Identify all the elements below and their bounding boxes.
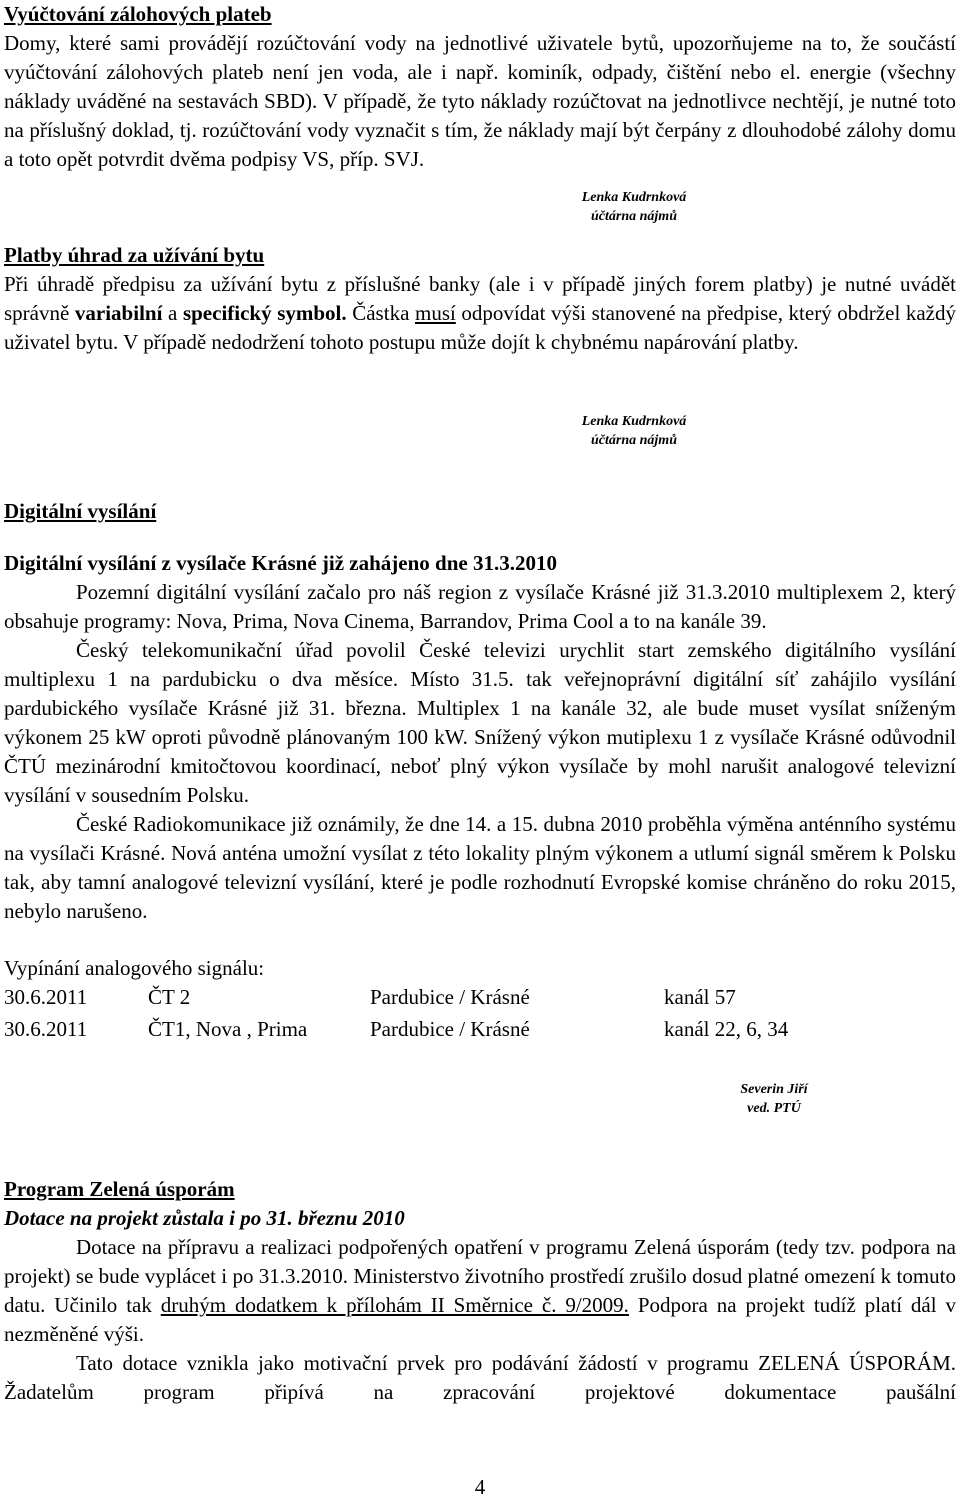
section-heading-platby: Platby úhrad za užívání bytu [4,243,265,267]
section-heading-zelena-usporam: Program Zelená úsporám [4,1177,235,1201]
bold-variabilni: variabilní [74,301,163,325]
table-cell: 30.6.2011 [4,1017,88,1041]
text-span: Dotace na přípravu a realizaci podpořených opatření v programu Zelená úsporám (tedy tzv. podpora na projekt) se bude vyplácet i po 31.3.2010. Ministerstvo životního prostředí zrušilo dosud platné omezení k tomuto datu. Učinilo tak [4,1235,956,1317]
signature-name: Lenka Kudrnková [581,414,687,429]
text-span: odpovídat výši stanovené na předpise, který obdržel každý uživatel bytu. V případě nedodržení tohoto postupu může dojít k chybnému napárování platby. [4,301,957,354]
section-heading-digitalni: Digitální vysílání [4,499,157,523]
signature-role: ved. PTÚ [747,1101,801,1116]
document-page [4,0,956,1407]
signature-role: účtárna nájmů [591,209,677,224]
text-span: Při úhradě předpisu za užívání bytu z příslušné banky (ale i v případě jiných forem platby) je nutné uvádět správně [4,272,956,325]
table-cell: Pardubice / Krásné [370,985,530,1009]
zelena-subheading: Dotace na projekt zůstala i po 31. březnu 2010 [4,1206,405,1230]
zelena-paragraph-1 [4,1233,956,1349]
table-cell: 30.6.2011 [4,985,88,1009]
bold-specificky-symbol: specifický symbol. [182,301,347,325]
digitalni-paragraph-1: Pozemní digitální vysílání začalo pro náš region z vysílače Krásné již 31.3.2010 multiplexem 2, který obsahuje programy: Nova, Prima, Nova Cinema, Barrandov, Prima Cool a to na kanále 39. [4,580,956,633]
signature-role: účtárna nájmů [591,433,677,448]
signature-block [704,1080,844,1118]
signature-block [484,412,784,450]
platby-paragraph [4,270,956,357]
shutdown-table [4,983,956,1044]
table-cell: ČT 2 [148,985,191,1009]
table-row [4,983,956,1012]
table-cell: kanál 57 [664,985,736,1009]
directive-link[interactable]: druhým dodatkem k přílohám II Směrnice č. 9/2009. [160,1293,629,1317]
text-span: Částka [346,301,415,325]
table-row [4,1015,956,1044]
shutdown-table-title: Vypínání analogového signálu: [4,956,265,980]
digitalni-paragraph-2: Český telekomunikační úřad povolil České televizi urychlit start zemského digitálního vysílání multiplexu 1 na pardubicku o dva měsíce. Místo 31.5. tak veřejnoprávní digitální síť zahájilo vysílání pardubického vysílače Krásné již 31. března. Multiplex 1 na kanále 32, ale bude muset vysílat sníženým výkonem 25 kW oproti původně plánovaným 100 kW. Snížený výkon mutiplexu 1 z vysílače Krásné odůvodnil ČTÚ mezinárodní kmitočtovou koordinací, neboť plný výkon vysílače by mohl narušit analogové televizní vysílání v sousedním Polsku. [4,638,956,807]
table-cell: Pardubice / Krásné [370,1017,530,1041]
table-cell: ČT1, Nova , Prima [148,1017,308,1041]
page-number: 4 [474,1475,486,1499]
text-span: Podpora na projekt tudíž platí dál v nezměněné výši. [4,1293,956,1346]
digitalni-subheading: Digitální vysílání z vysílače Krásné již zahájeno dne 31.3.2010 [4,551,557,575]
table-cell: kanál 22, 6, 34 [664,1017,789,1041]
zelena-paragraph-2: Tato dotace vznikla jako motivační prvek pro podávání žádostí v programu ZELENÁ ÚSPORÁM. Žadatelům program připívá na zpracování projektové dokumentace paušální [4,1351,956,1404]
text-span: a [162,301,183,325]
signature-name: Lenka Kudrnková [581,190,687,205]
underlined-musi: musí [414,301,456,325]
signature-block [484,188,784,226]
vyuctovani-paragraph: Domy, které sami provádějí rozúčtování vody na jednotlivé uživatele bytů, upozorňujeme na to, že součástí vyúčtování zálohových plateb není jen voda, ale i např. kominík, odpady, čištění nebo el. energie (všechny náklady uváděné na sestavách SBD). V případě, že tyto náklady rozúčtovat na jednotlivce nechtějí, je nutné toto na příslušný doklad, tj. rozúčtování vody vyznačit s tím, že náklady mají být čerpány z dlouhodobé zálohy domu a toto opět potvrdit dvěma podpisy VS, příp. SVJ. [4,31,956,171]
section-heading-vyuctovani: Vyúčtování zálohových plateb [4,2,272,26]
signature-name: Severin Jiří [740,1082,808,1097]
digitalni-paragraph-3: České Radiokomunikace již oznámily, že dne 14. a 15. dubna 2010 proběhla výměna anténního systému na vysílači Krásné. Nová anténa umožní vysílat z této lokality plným výkonem a utlumí signál směrem k Polsku tak, aby tamní analogové televizní vysílání, které je podle rozhodnutí Evropské komise chráněno do roku 2015, nebylo narušeno. [4,812,956,923]
